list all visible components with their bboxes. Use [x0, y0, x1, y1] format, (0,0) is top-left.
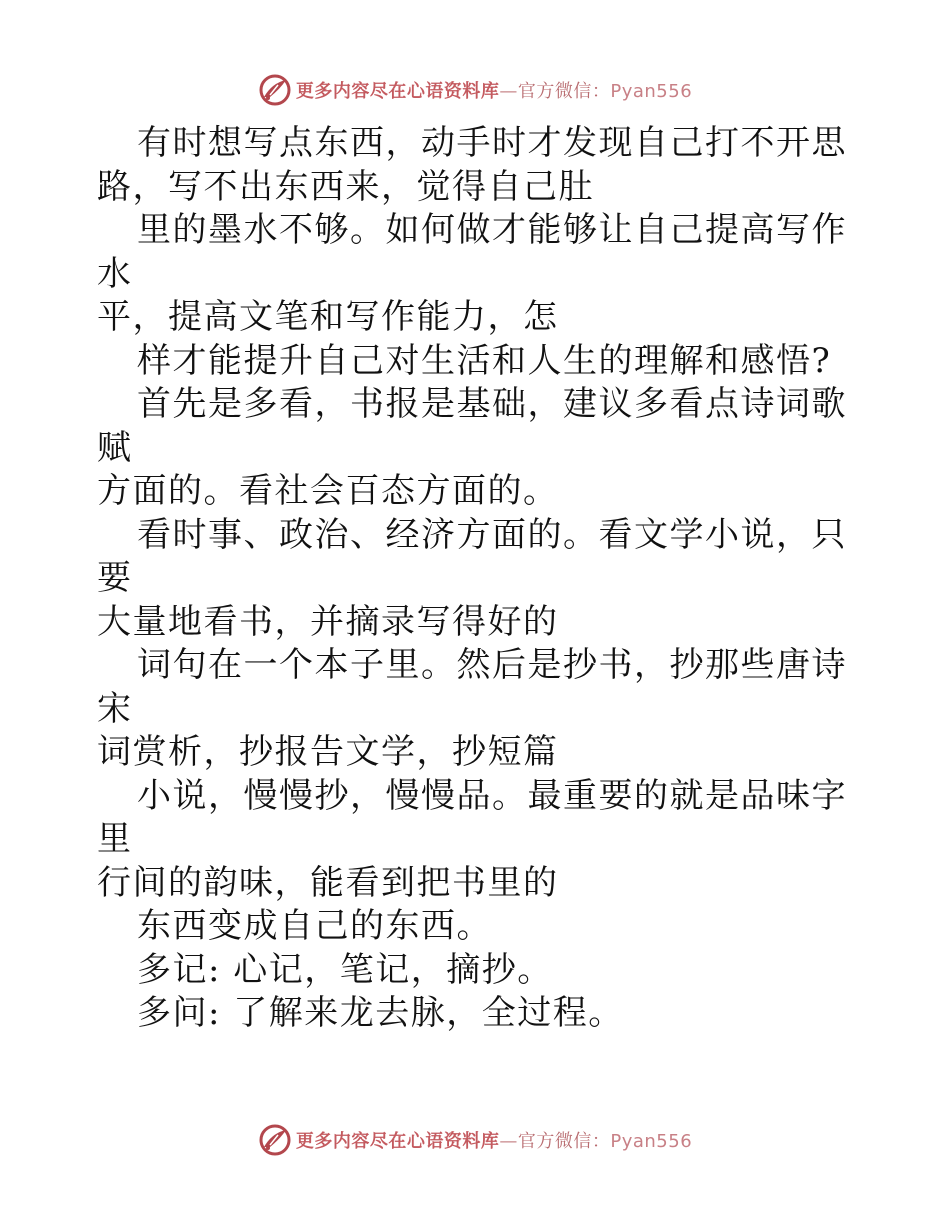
- header-promo: [296, 77, 692, 103]
- header-wechat-label: 官方微信：: [517, 81, 611, 102]
- footer-dash: —: [499, 1131, 518, 1152]
- paragraph-1: 有时想写点东西，动手时才发现自己打不开思 路，写不出东西来，觉得自己肚: [97, 123, 847, 207]
- footer-wechat-label: 官方微信：: [517, 1131, 611, 1152]
- paragraph-9: 多记: 心记，笔记，摘抄。: [137, 949, 553, 990]
- header-banner: [0, 68, 950, 112]
- header-handle: Pyan556: [610, 81, 693, 102]
- footer-promo: [296, 1127, 692, 1153]
- paragraph-10: 多问: 了解来龙去脉，全过程。: [137, 993, 624, 1033]
- pen-nib-circle-icon: [258, 1123, 292, 1157]
- footer-promo-cn: 更多内容尽在心语资料库: [295, 1131, 500, 1152]
- header-promo-cn: 更多内容尽在心语资料库: [295, 81, 500, 102]
- document-body: [97, 122, 857, 1036]
- header-dash: —: [499, 81, 518, 102]
- pen-nib-circle-icon: [258, 73, 292, 107]
- paragraph-7: 小说，慢慢抄，慢慢品。最重要的就是品味字里 行间的韵味，能看到把书里的: [97, 775, 847, 903]
- footer-handle: Pyan556: [610, 1131, 693, 1152]
- paragraph-4: 首先是多看，书报是基础，建议多看点诗词歌赋 方面的。看社会百态方面的。: [97, 384, 847, 511]
- paragraph-8: 东西变成自己的东西。: [137, 906, 492, 946]
- footer-banner: [0, 1118, 950, 1162]
- paragraph-6: 词句在一个本子里。然后是抄书，抄那些唐诗宋 词赏析，抄报告文学，抄短篇: [97, 645, 847, 772]
- paragraph-3: 样才能提升自己对生活和人生的理解和感悟?: [137, 340, 832, 381]
- paragraph-2: 里的墨水不够。如何做才能够让自己提高写作水 平，提高文笔和写作能力，怎: [97, 210, 847, 337]
- paragraph-5: 看时事、政治、经济方面的。看文学小说，只要 大量地看书，并摘录写得好的: [97, 514, 847, 642]
